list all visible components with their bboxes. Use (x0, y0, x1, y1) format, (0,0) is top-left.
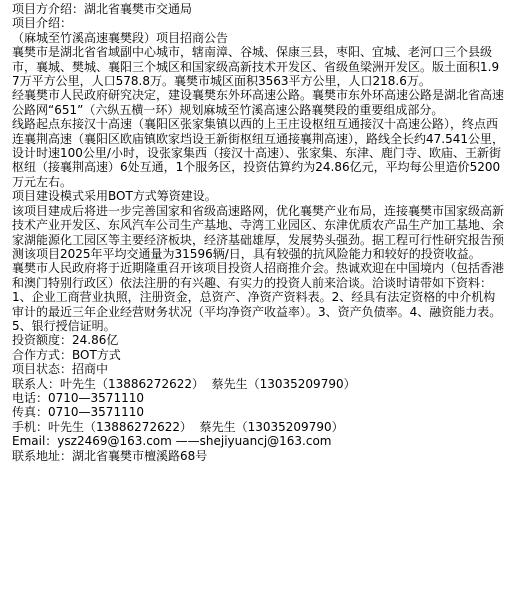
city-overview-paragraph: 襄樊市是湖北省省域副中心城市，辖南漳、谷城、保康三县，枣阳、宜城、老河口三个县级市，襄城、樊城、襄阳三个城区和国家级高新技术开发区、省级鱼梁洲开发区。版土面积1.97万平方公里，人口578.8万。襄樊市城区面积3563平方公里，人口218.6万。 (12, 45, 500, 89)
investor-invitation-paragraph: 襄樊市人民政府将于近期隆重召开该项目投资人招商推介会。热诚欢迎在中国境内（包括香港和澳门特别行政区）依法注册的有兴趣、有实力的投资人前来洽谈。洽谈时请带如下资料：1、企业工商营业执照，注册资金，总资产、净资产资料表。2、经具有法定资格的中介机构审计的最近三年企业经营财务状况（平均净资产收益率）。3、资产负债率。4、融资能力表。5、银行授信证明。 (12, 261, 505, 333)
project-status-line: 项目状态：招商中 (12, 362, 109, 377)
cooperation-mode-line: 合作方式：BOT方式 (12, 347, 121, 362)
route-description-paragraph: 线路起点东接汉十高速（襄阳区张家集镇以西的上王庄设枢纽互通接汉十高速公路），终点西连襄荆高速（襄阳区欧庙镇欧家垱设王新街枢纽互通接襄荆高速），路线全长约47.541公里，设计时速100公里/小时，设张家集西（接汉十高速）、张家集、东津、鹿门寺、欧庙、王新街枢纽（接襄荆高速）6处互通，1个服务区，投资估算约为24.86亿元，平均每公里造价5200万元左右。 (12, 117, 504, 189)
project-benefits-paragraph: 该项目建成后将进一步完善国家和省级高速路网，优化襄樊产业布局，连接襄樊市国家级高新技术产业开发区、东风汽车公司生产基地、寺湾工业园区、东津优质农产品生产加工基地、余家湖能源化工园区等主要经济板块，经济基础雄厚，发展势头强劲。据工程可行性研究报告预测该项目2025年平均交通量为31596辆/日，具有较强的抗风险能力和较好的投资收益。 (12, 203, 505, 261)
investment-amount-line: 投资额度：24.86亿 (12, 333, 119, 348)
announcement-title: （麻城至竹溪高速襄樊段）项目招商公告 (12, 30, 229, 45)
construction-mode-line: 项目建设模式采用BOT方式筹资建设。 (12, 189, 217, 204)
fax-line: 传真：0710—3571110 (12, 405, 144, 420)
email-line: Email：ysz2469@163.com ——shejiyuancj@163.com (12, 434, 332, 449)
mobile-line: 手机：叶先生（13886272622） 蔡先生（13035209790） (12, 419, 344, 434)
project-decision-paragraph: 经襄樊市人民政府研究决定，建设襄樊东外环高速公路。襄樊市东外环高速公路是湖北省高速公路网“651”（六纵五横一环）规划麻城至竹溪高速公路襄樊段的重要组成部分。 (12, 88, 505, 117)
project-intro-heading: 项目介绍： (12, 16, 73, 31)
project-owner-line: 项目方介绍：湖北省襄樊市交通局 (12, 2, 193, 16)
address-line: 联系地址：湖北省襄樊市檀溪路68号 (12, 448, 208, 463)
phone-line: 电话：0710—3571110 (12, 390, 144, 405)
contact-person-line: 联系人：叶先生（13886272622） 蔡先生（13035209790） (12, 376, 356, 391)
